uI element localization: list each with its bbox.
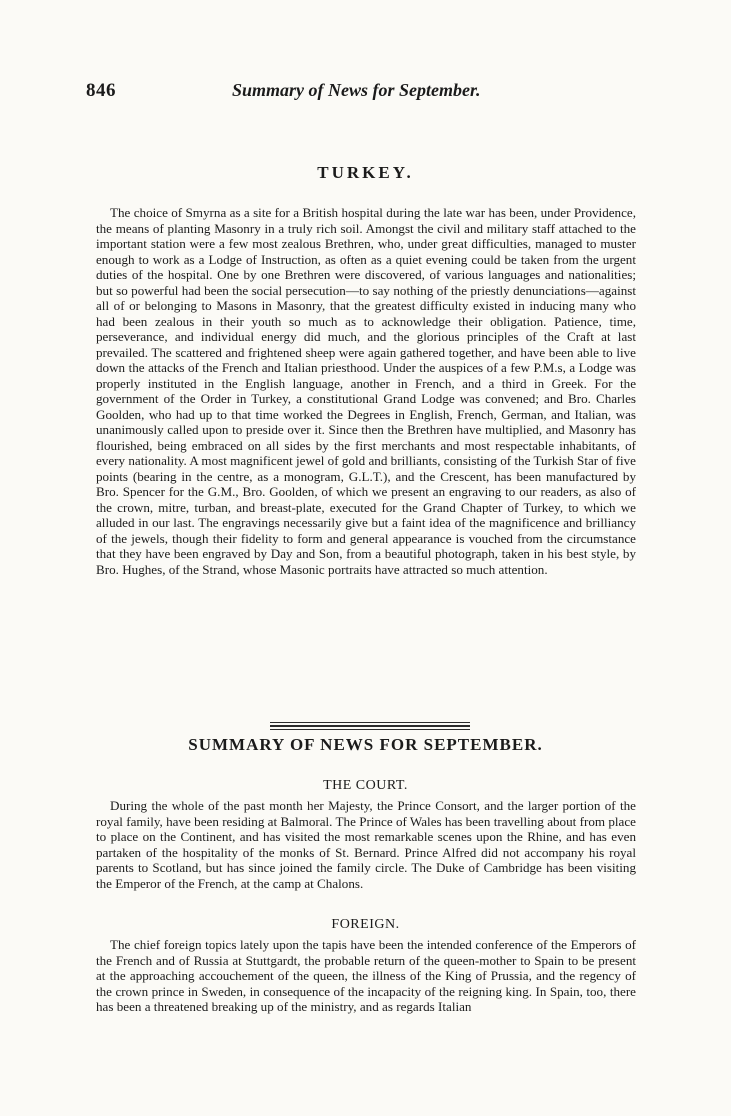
- page-number: 846: [86, 80, 116, 101]
- running-title: Summary of News for September.: [232, 80, 481, 100]
- court-heading: THE COURT.: [323, 778, 408, 793]
- divider-rule: [270, 722, 470, 723]
- divider-rule: [270, 729, 470, 730]
- turkey-heading: TURKEY.: [317, 163, 414, 182]
- divider-rule: [270, 725, 470, 727]
- section-divider: [270, 722, 470, 732]
- summary-heading: SUMMARY OF NEWS FOR SEPTEMBER.: [188, 735, 543, 754]
- foreign-paragraph: The chief foreign topics lately upon the tapis have been the intended conference of the Emperors of the French and of Russia at Stuttgardt, the probable return of the queen-mother to Spain to be present at the approaching accouchement of the queen, the illness of the King of Prussia, and the regency of the crown prince in Sweden, in consequence of the incapacity of the reigning king. In Spain, too, there has been a threatened breaking up of the ministry, and as regards Italian: [96, 937, 636, 1014]
- page-header: [86, 80, 646, 106]
- foreign-heading: FOREIGN.: [331, 917, 400, 932]
- turkey-paragraph: The choice of Smyrna as a site for a British hospital during the late war has been, under Providence, the means of planting Masonry in a truly rich soil. Amongst the civil and military staff attached to the important station were a few most zealous Brethren, who, under great difficulties, managed to muster enough to work as a Lodge of Instruction, as often as a quiet evening could be taken from the urgent duties of the hospital. One by one Brethren were discovered, of various languages and nationalities; but so powerful had been the social persecution—to say nothing of the priestly denunciations—against all of or belonging to Masons in Masonry, that the greatest difficulty existed in inducing many who had been zealous in their youth so much as to acknowledge their obligation. Patience, time, perseverance, and individual energy did much, and the glorious principles of the Craft at last prevailed. The scattered and frightened sheep were again gathered together, and have been able to live down the attacks of the French and Italian priesthood. Under the auspices of a few P.M.s, a Lodge was properly instituted in the English language, another in French, and a third in Greek. For the government of the Order in Turkey, a constitutional Grand Lodge was convened; and Bro. Charles Goolden, who had up to that time worked the Degrees in English, French, German, and Italian, was unanimously called upon to preside over it. Since then the Brethren have multiplied, and Masonry has flourished, being embraced on all sides by the first merchants and most respectable inhabitants, of every nationality. A most magnificent jewel of gold and brilliants, consisting of the Turkish Star of five points (bearing in the centre, as a monogram, G.L.T.), and the Crescent, has been manufactured by Bro. Spencer for the G.M., Bro. Goolden, of which we present an engraving to our readers, as also of the crown, mitre, turban, and breast-plate, executed for the Grand Chapter of Turkey, to which we alluded in our last. The engravings necessarily give but a faint idea of the magnificence and brilliancy of the jewels, though their fidelity to form and general appearance is vouched from the circumstance that they have been engraved by Day and Son, from a beautiful photograph, taken in his best style, by Bro. Hughes, of the Strand, whose Masonic portraits have attracted so much attention.: [96, 205, 636, 577]
- court-paragraph: During the whole of the past month her Majesty, the Prince Consort, and the larger portion of the royal family, have been residing at Balmoral. The Prince of Wales has been travelling about from place to place on the Continent, and has visited the most remarkable scenes upon the Rhine, and has even partaken of the hospitality of the monks of St. Bernard. Prince Alfred did not accompany his royal parents to Scotland, but has since joined the family circle. The Duke of Cambridge has been visiting the Emperor of the French, at the camp at Chalons.: [96, 798, 636, 891]
